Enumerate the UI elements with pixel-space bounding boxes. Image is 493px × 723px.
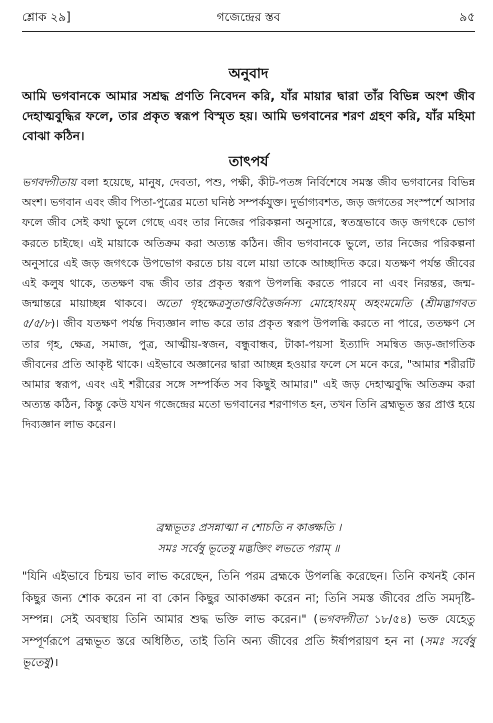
quote-text-b: ১৮/৫৪) ভক্ত যেহেতু সম্পূর্ণরূপে ব্রহ্মভূত স্তরে অধিষ্ঠিত, তাই তিনি অন্য জীবের প্রতি ঈর্ষাপরায়ণ হন না ( xyxy=(22,613,475,648)
purport-heading: তাৎপর্য xyxy=(228,154,269,170)
verse-translation-paragraph xyxy=(22,566,475,674)
verse-reference: শ্লোক ২৯] xyxy=(22,10,71,24)
translation-text: আমি ভগবানকে আমার সশ্রদ্ধ প্রণতি নিবেদন করি, যাঁর মায়ার দ্বারা তাঁর বিভিন্ন অংশ জীব দেহাত্মবুদ্ধির ফলে, তার প্রকৃত স্বরূপ বিস্মৃত হয়। আমি ভগবানের শরণ গ্রহণ করি, যাঁর মহিমা বোঝা কঠিন। xyxy=(22,89,475,143)
purport-paragraph xyxy=(22,173,475,436)
chapter-title: গজেন্দ্রের স্তব xyxy=(216,10,281,24)
purport-text-a: বলা হয়েছে, মানুষ, দেবতা, পশু, পক্ষী, কীট-পতঙ্গ নির্বিশেষে সমস্ত জীব ভগবানের বিভিন্ন অংশ। ভগবান এবং জীব পিতা-পুত্রের মতো ঘনিষ্ঠ সম্পর্কযুক্ত। দুর্ভাগ্যবশত, জড় জগতের সংস্পর্শে আসার ফলে জীব সেই কথা ভুলে গেছে এবং তার নিজের পরিকল্পনা অনুসারে, স্বতন্ত্রভাবে জড় জগৎকে ভোগ করতে চাইছে। এই মায়াকে অতিক্রম করা অত্যন্ত কঠিন। জীব ভগবানকে ভুলে, তার নিজের পরিকল্পনা অনুসারে এই জড় জগৎকে উপভোগ করতে চায় বলে মায়া তাকে আচ্ছাদিত করে। যতক্ষণ পর্যন্ত জীবের এই কলুষ থাকে, ততক্ষণ বদ্ধ জীব তার প্রকৃত স্বরূপ উপলব্ধি করতে পারবে না এবং নিরন্তর, জন্ম-জন্মান্তরে মায়াচ্ছন্ন থাকবে। xyxy=(22,176,475,311)
quote-text-a: "যিনি এইভাবে চিন্ময় ভাব লাভ করেছেন, তিনি পরম ব্রহ্মকে উপলব্ধি করেছেন। তিনি কখনই কোন কিছুর জন্য শোক করেন না বা কোন কিছুর আকাঙ্ক্ষা করেন না; তিনি সমস্ত জীবের প্রতি সমদৃষ্টি-সম্পন্ন। সেই অবস্থায় তিনি আমার শুদ্ধ ভক্তি লাভ করেন।" ( xyxy=(22,570,475,626)
quote-text-c: )। xyxy=(49,656,59,669)
sanskrit-verse xyxy=(22,517,475,559)
source-title: ভগবদ্গীতায় xyxy=(22,176,77,189)
verse-line: সমঃ সর্বেষু ভূতেষু মদ্ভক্তিং লভতে পরাম্ ॥ xyxy=(157,542,340,555)
quote-term: সমঃ সর্বেষু ভূতেষু xyxy=(22,634,475,669)
citation: শ্রীমদ্ভাগবত ৫/৫/৮ xyxy=(22,297,476,331)
running-header xyxy=(22,6,475,28)
translation-heading: অনুবাদ xyxy=(228,66,269,82)
quote-citation: ভগবদ্গীতা xyxy=(317,613,367,626)
citation-open: ( xyxy=(411,297,425,311)
header-divider xyxy=(22,31,475,32)
verse-line: ব্রহ্মভূতঃ প্রসন্নাত্মা ন শোচতি ন কাঙ্ক্ষতি । xyxy=(155,521,342,534)
sanskrit-quote: অতো গৃহক্ষেত্রসুতাপ্তবিত্তৈর্জনস্য মোহোঽয়ম্ অহংমমেতি xyxy=(155,297,412,311)
page-number: ৯৫ xyxy=(459,10,475,24)
purport-text-b: )। জীব যতক্ষণ পর্যন্ত দিব্যজ্ঞান লাভ করে তার প্রকৃত স্বরূপ উপলব্ধি করতে না পারে, ততক্ষণ সে তার গৃহ, ক্ষেত্র, সমাজ, পুত্র, আত্মীয়-স্বজন, বন্ধুবান্ধব, টাকা-পয়সা ইত্যাদি সমন্বিত জড়-জাগতিক জীবনের প্রতি আকৃষ্ট থাকে। এইভাবে অজ্ঞানের দ্বারা আচ্ছন্ন হওয়ার ফলে সে মনে করে, "আমার শরীরটি আমার স্বরূপ, এবং এই শরীরের সঙ্গে সম্পর্কিত সব কিছুই আমার।" এই জড় দেহাত্মবুদ্ধি অতিক্রম করা অত্যন্ত কঠিন, কিন্তু কেউ যখন গজেন্দ্রের মতো ভগবানের শরণাগত হন, তখন তিনি ব্রহ্মভূত স্তর প্রাপ্ত হয়ে দিব্যজ্ঞান লাভ করেন। xyxy=(22,317,475,432)
